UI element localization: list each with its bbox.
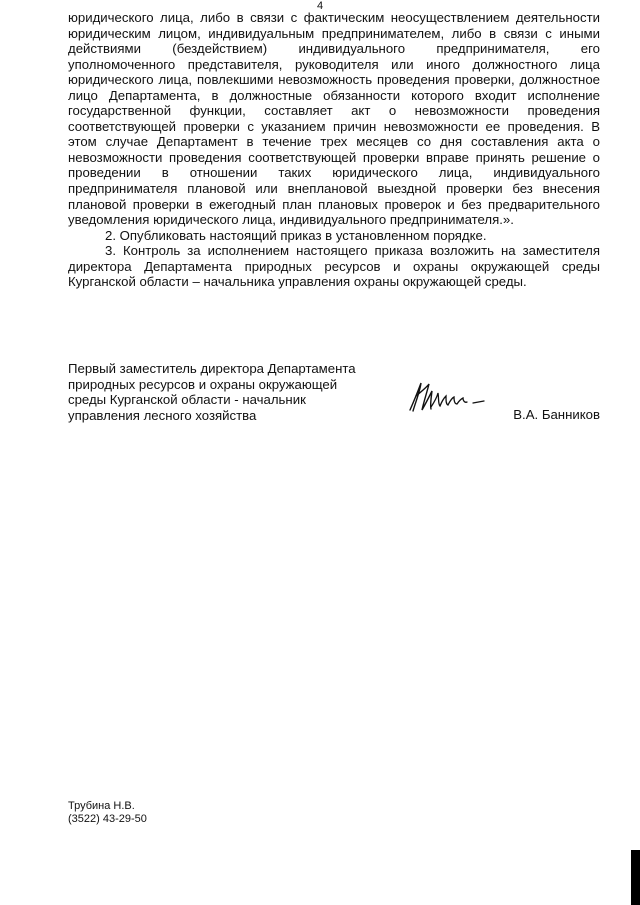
scan-edge-mark (631, 850, 640, 905)
page-number: 4 (316, 0, 324, 12)
signer-title-line: среды Курганской области - начальник (68, 392, 306, 408)
signature-block (68, 361, 600, 431)
handwritten-signature (404, 379, 494, 415)
signer-title-line: природных ресурсов и охраны окружающей (68, 376, 338, 392)
paragraph-item-2: 2. Опубликовать настоящий приказ в установленном порядке. (105, 227, 487, 243)
signer-title (68, 361, 388, 423)
executor-name: Трубина Н.В. (68, 800, 135, 812)
paragraph-continuation: юридического лица, либо в связи с фактическим неосуществлением деятельности юридическим лицом, индивидуальным предпринимателем, либо в связи с иными действиями (бездействием) индивидуального предпринимателя, его уполномоченного представителя, руководителя или иного должностного лица юридического лица, повлекшими невозможность проведения проверки, должностное лицо Департамента, в должностные обязанности которого входит исполнение государственной функции, составляет акт о невозможности проведения соответствующей проверки с указанием причин невозможности ее проведения. В этом случае Департамент в течение трех месяцев со дня составления акта о невозможности проведения соответствующей проверки вправе принять решение о проведении в отношении таких юридического лица, индивидуального предпринимателя плановой или внеплановой выездной проверки без внесения плановой проверки в ежегодный план плановых проверок и без предварительного уведомления юридического лица, индивидуального предпринимателя.». (68, 10, 600, 228)
executor-info (68, 800, 147, 826)
document-body (68, 10, 600, 290)
signer-title-line: управления лесного хозяйства (68, 407, 257, 423)
signer-title-line: Первый заместитель директора Департамента (68, 361, 356, 376)
signer-name: В.А. Банников (513, 407, 600, 422)
executor-phone: (3522) 43-29-50 (68, 813, 147, 825)
paragraph-item-3: 3. Контроль за исполнением настоящего приказа возложить на заместителя директора Департамента природных ресурсов и охраны окружающей среды Курганской области – начальника управления охраны окружающей среды. (68, 243, 600, 290)
